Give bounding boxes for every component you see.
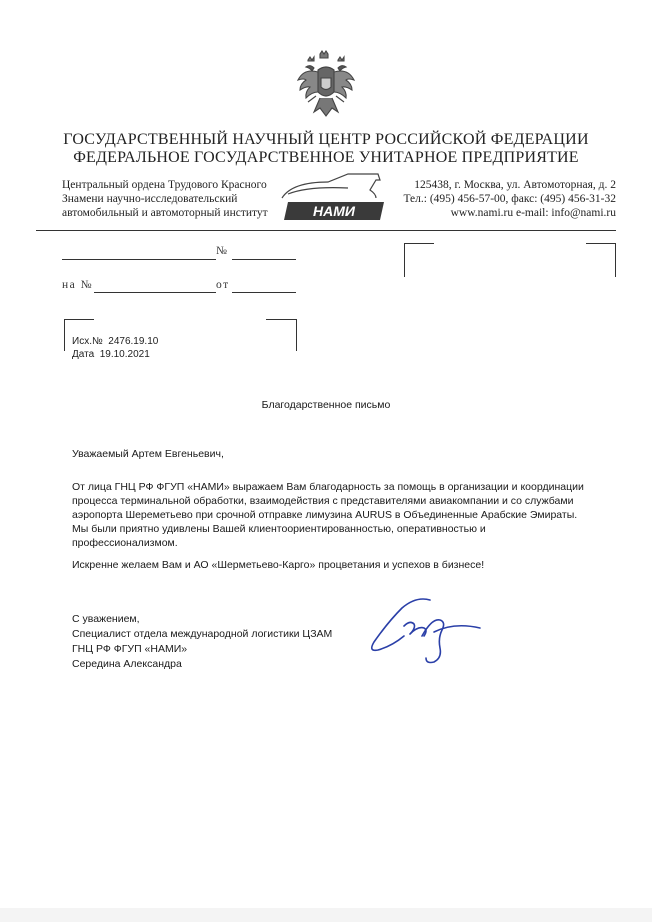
- handwritten-signature-icon: [370, 592, 490, 668]
- stamp-corner-right: [296, 319, 297, 351]
- number-underline: [232, 259, 296, 260]
- signer-name: Середина Александра: [72, 658, 182, 670]
- salutation: Уважаемый Артем Евгеньевич,: [72, 448, 224, 460]
- reply-prefix-label: на №: [62, 279, 94, 291]
- date-label: от: [216, 279, 230, 291]
- nami-logo-text: НАМИ: [313, 203, 355, 219]
- outgoing-date-value: 19.10.2021: [99, 349, 150, 360]
- institute-name-line: автомобильный и автомоторный институт: [62, 207, 268, 219]
- closing: С уважением,: [72, 613, 140, 625]
- reg-number-underline: [62, 259, 216, 260]
- outgoing-number: [72, 336, 158, 347]
- stamp-corner-left-top: [64, 319, 94, 320]
- thanks-paragraph: [72, 480, 622, 550]
- wishes-paragraph: Искренне желаем Вам и АО «Шерметьево-Карго» процветания и успехов в бизнесе!: [72, 559, 485, 571]
- nami-car-icon: [282, 174, 380, 198]
- paragraph-line: аэропорта Шереметьево при срочной отправке лимузина AURUS в Объединенные Арабские Эмираты.: [72, 509, 578, 521]
- outgoing-number-value: 2476.19.10: [108, 336, 159, 347]
- nami-logo: [278, 172, 390, 228]
- letter-title: Благодарственное письмо: [261, 399, 391, 411]
- outgoing-date-label: Дата: [72, 349, 95, 360]
- date-underline: [232, 292, 296, 293]
- institute-name-line: Центральный ордена Трудового Красного: [62, 179, 267, 191]
- phone-line: Тел.: (495) 456-57-00, факс: (495) 456-31-32: [403, 193, 616, 205]
- coat-of-arms-icon: [296, 50, 356, 122]
- stamp-corner-left: [64, 319, 65, 351]
- address-corner-right: [615, 243, 616, 277]
- address-corner-left-top: [404, 243, 434, 244]
- organization-title-line-1: ГОСУДАРСТВЕННЫЙ НАУЧНЫЙ ЦЕНТР РОССИЙСКОЙ ФЕДЕРАЦИИ: [63, 131, 589, 148]
- stamp-corner-right-top: [266, 319, 296, 320]
- outgoing-date: [72, 349, 150, 360]
- reply-number-underline: [94, 292, 216, 293]
- institute-name-line: Знамени научно-исследовательский: [62, 193, 238, 205]
- paragraph-line: процесса терминальной обработки, взаимодействия с представителями авиакомпании и со службами: [72, 495, 574, 507]
- letterhead-divider: [36, 230, 616, 231]
- address-line: 125438, г. Москва, ул. Автомоторная, д. 2: [414, 179, 616, 191]
- address-corner-left: [404, 243, 405, 277]
- signer-position: Специалист отдела международной логистики ЦЗАМ: [72, 628, 333, 640]
- outgoing-number-label: Исх.№: [72, 336, 103, 347]
- organization-title-line-2: ФЕДЕРАЛЬНОЕ ГОСУДАРСТВЕННОЕ УНИТАРНОЕ ПРЕДПРИЯТИЕ: [73, 149, 579, 166]
- paragraph-line: профессионализмом.: [72, 537, 178, 549]
- address-corner-right-top: [586, 243, 616, 244]
- paragraph-line: Мы были приятно удивлены Вашей клиентоориентированностью, оперативностью и: [72, 523, 486, 535]
- signer-organization: ГНЦ РФ ФГУП «НАМИ»: [72, 643, 188, 655]
- signoff-block: [72, 612, 332, 672]
- paragraph-line: От лица ГНЦ РФ ФГУП «НАМИ» выражаем Вам благодарность за помощь в организации и координации: [72, 481, 584, 493]
- number-label: №: [216, 245, 227, 257]
- scan-bottom-edge: [0, 908, 652, 922]
- web-email-line: www.nami.ru e-mail: info@nami.ru: [450, 207, 616, 219]
